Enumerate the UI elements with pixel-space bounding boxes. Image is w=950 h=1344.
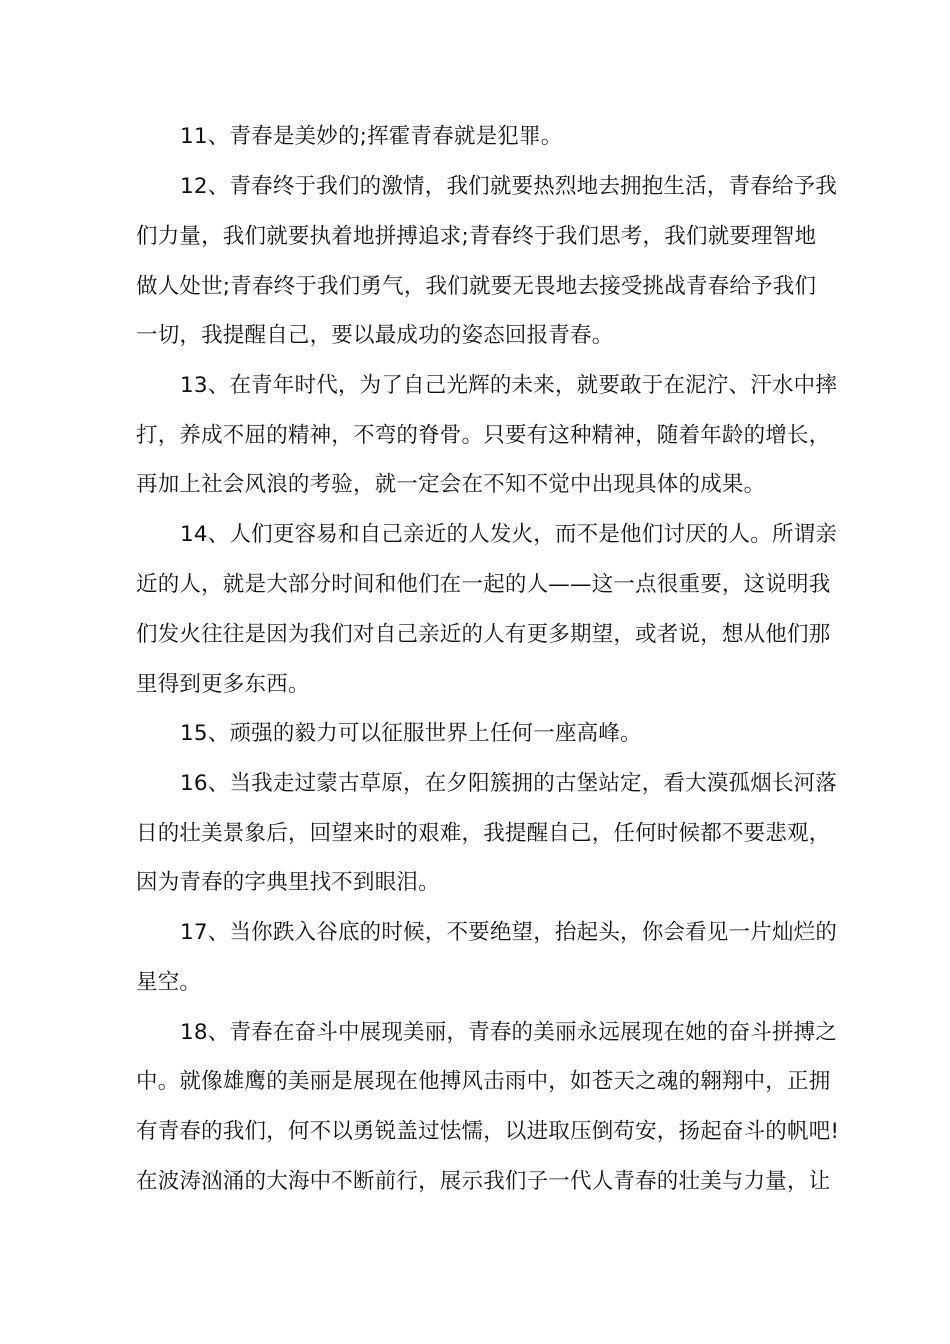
item-13-line-3: 再加上社会风浪的考验，就一定会在不知不觉中出现具体的成果。 — [136, 472, 766, 497]
item-12-line-3: 做人处世;青春终于我们勇气，我们就要无畏地去接受挑战青春给予我们 — [136, 274, 817, 299]
item-18-line-1: 18、青春在奋斗中展现美丽，青春的美丽永远展现在她的奋斗拼搏之 — [180, 1020, 838, 1045]
item-12-line-4: 一切，我提醒自己，要以最成功的姿态回报青春。 — [136, 323, 614, 348]
item-14-line-3: 们发火往往是因为我们对自己亲近的人有更多期望，或者说，想从他们那 — [136, 622, 831, 647]
item-13-line-2: 打，养成不屈的精神，不弯的脊骨。只要有这种精神，随着年龄的增长， — [136, 423, 831, 448]
item-15-line-1: 15、顽强的毅力可以征服世界上任何一座高峰。 — [180, 721, 642, 746]
item-12-line-2: 们力量，我们就要执着地拼搏追求;青春终于我们思考，我们就要理智地 — [136, 224, 817, 249]
item-16-line-3: 因为青春的字典里找不到眼泪。 — [136, 870, 440, 895]
item-14-line-4: 里得到更多东西。 — [136, 672, 310, 697]
item-18-line-3: 有青春的我们，何不以勇锐盖过怯懦，以进取压倒苟安，扬起奋斗的帆吧! — [136, 1119, 840, 1144]
item-14-line-2: 近的人，就是大部分时间和他们在一起的人——这一点很重要，这说明我 — [136, 572, 831, 597]
item-16-line-1: 16、当我走过蒙古草原，在夕阳簇拥的古堡站定，看大漠孤烟长河落 — [180, 771, 838, 796]
item-11-line-1: 11、青春是美妙的;挥霍青春就是犯罪。 — [180, 124, 563, 149]
item-13-line-1: 13、在青年时代，为了自己光辉的未来，就要敢于在泥泞、汗水中摔 — [180, 373, 838, 398]
item-17-line-2: 星空。 — [136, 970, 202, 995]
item-14-line-1: 14、人们更容易和自己亲近的人发火，而不是他们讨厌的人。所谓亲 — [180, 522, 838, 547]
item-16-line-2: 日的壮美景象后，回望来时的艰难，我提醒自己，任何时候都不要悲观， — [136, 821, 831, 846]
item-12-line-1: 12、青春终于我们的激情，我们就要热烈地去拥抱生活，青春给予我 — [180, 174, 838, 199]
item-17-line-1: 17、当你跌入谷底的时候，不要绝望，抬起头，你会看见一片灿烂的 — [180, 920, 838, 945]
item-18-line-2: 中。就像雄鹰的美丽是展现在他搏风击雨中，如苍天之魂的翱翔中，正拥 — [136, 1069, 831, 1094]
item-18-line-4: 在波涛汹涌的大海中不断前行，展示我们子一代人青春的壮美与力量，让 — [136, 1169, 831, 1194]
